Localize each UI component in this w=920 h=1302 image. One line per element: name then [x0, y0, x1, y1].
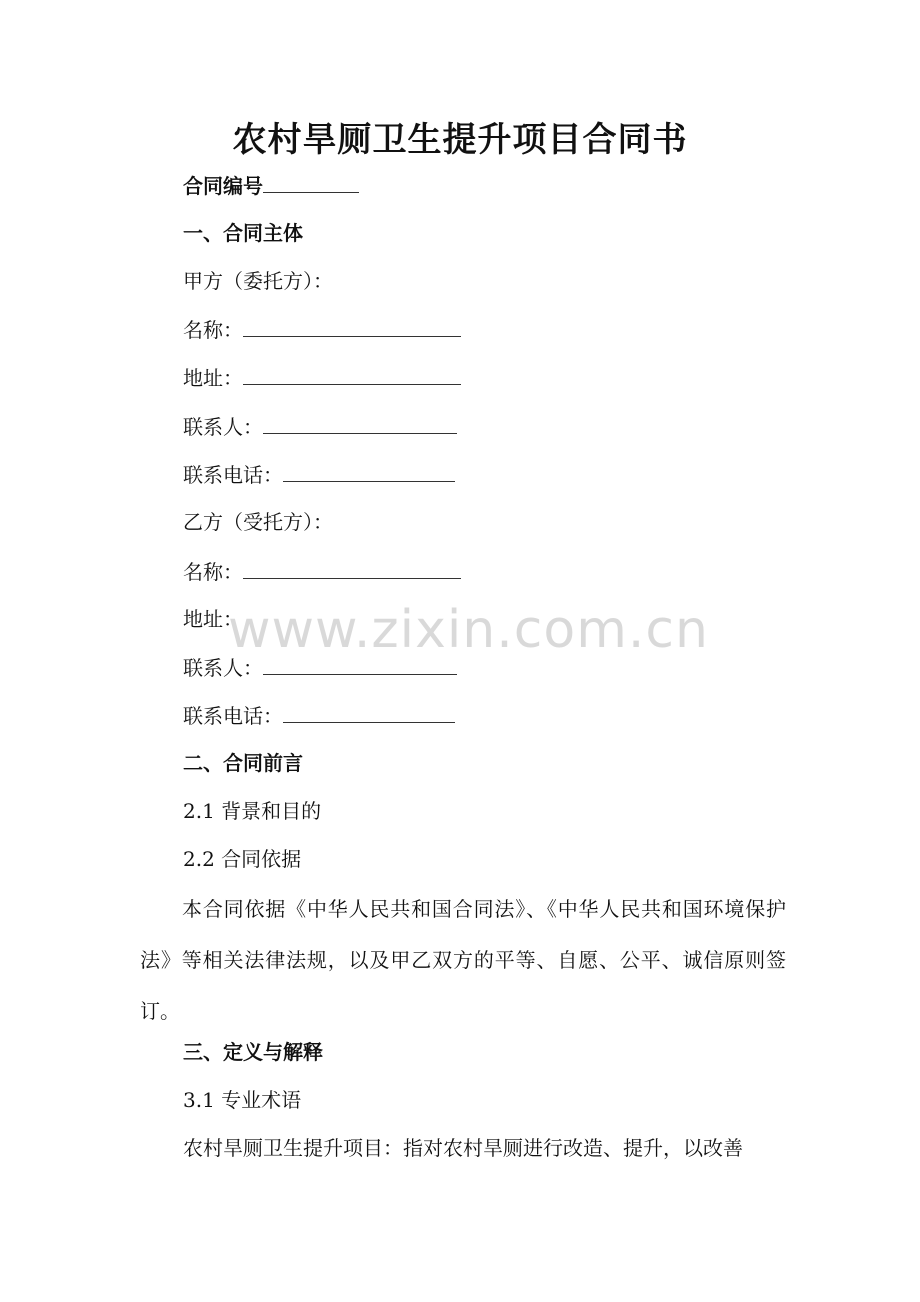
party-b-phone-line	[183, 700, 455, 731]
party-b-contact-label: 联系人：	[183, 656, 263, 680]
contract-number-label: 合同编号	[183, 174, 263, 198]
document-title: 农村旱厕卫生提升项目合同书	[232, 120, 688, 160]
contract-number-line	[183, 170, 359, 201]
party-b-heading: 乙方（受托方）：	[183, 510, 333, 534]
section-2-paragraph: 本合同依据《中华人民共和国合同法》、《中华人民共和国环境保护法》等相关法律法规，以及甲乙双方的平等、自愿、公平、诚信原则签订。	[140, 897, 786, 1023]
party-a-address-label: 地址：	[183, 366, 243, 390]
contract-number-blank	[263, 170, 359, 193]
party-b-name-blank	[243, 556, 461, 579]
section-3-heading: 三、定义与解释	[183, 1040, 323, 1064]
item-3-1: 3.1 专业术语	[183, 1088, 302, 1112]
party-a-phone-label: 联系电话：	[183, 463, 283, 487]
party-a-contact-line	[183, 411, 457, 442]
party-a-phone-line	[183, 459, 455, 490]
party-b-name-line	[183, 556, 461, 587]
party-b-contact-blank	[263, 652, 457, 675]
party-a-name-label: 名称：	[183, 318, 243, 342]
item-2-1: 2.1 背景和目的	[183, 799, 322, 823]
section-2-heading: 二、合同前言	[183, 751, 303, 775]
section-1-heading: 一、合同主体	[183, 221, 303, 245]
party-a-phone-blank	[283, 459, 455, 482]
party-b-name-label: 名称：	[183, 560, 243, 584]
party-b-contact-line	[183, 652, 457, 683]
party-b-address-line	[183, 604, 243, 634]
section-3-paragraph: 农村旱厕卫生提升项目：指对农村旱厕进行改造、提升，以改善	[183, 1136, 743, 1160]
party-b-address-label: 地址：	[183, 607, 243, 631]
party-a-address-line	[183, 362, 461, 393]
party-b-phone-label: 联系电话：	[183, 704, 283, 728]
party-a-contact-label: 联系人：	[183, 415, 263, 439]
item-2-2: 2.2 合同依据	[183, 847, 302, 871]
party-a-address-blank	[243, 362, 461, 385]
party-a-heading: 甲方（委托方）：	[183, 269, 333, 293]
party-a-contact-blank	[263, 411, 457, 434]
party-a-name-line	[183, 314, 461, 345]
party-a-name-blank	[243, 314, 461, 337]
party-b-phone-blank	[283, 700, 455, 723]
watermark-text: www.zixin.com.cn	[228, 600, 709, 660]
